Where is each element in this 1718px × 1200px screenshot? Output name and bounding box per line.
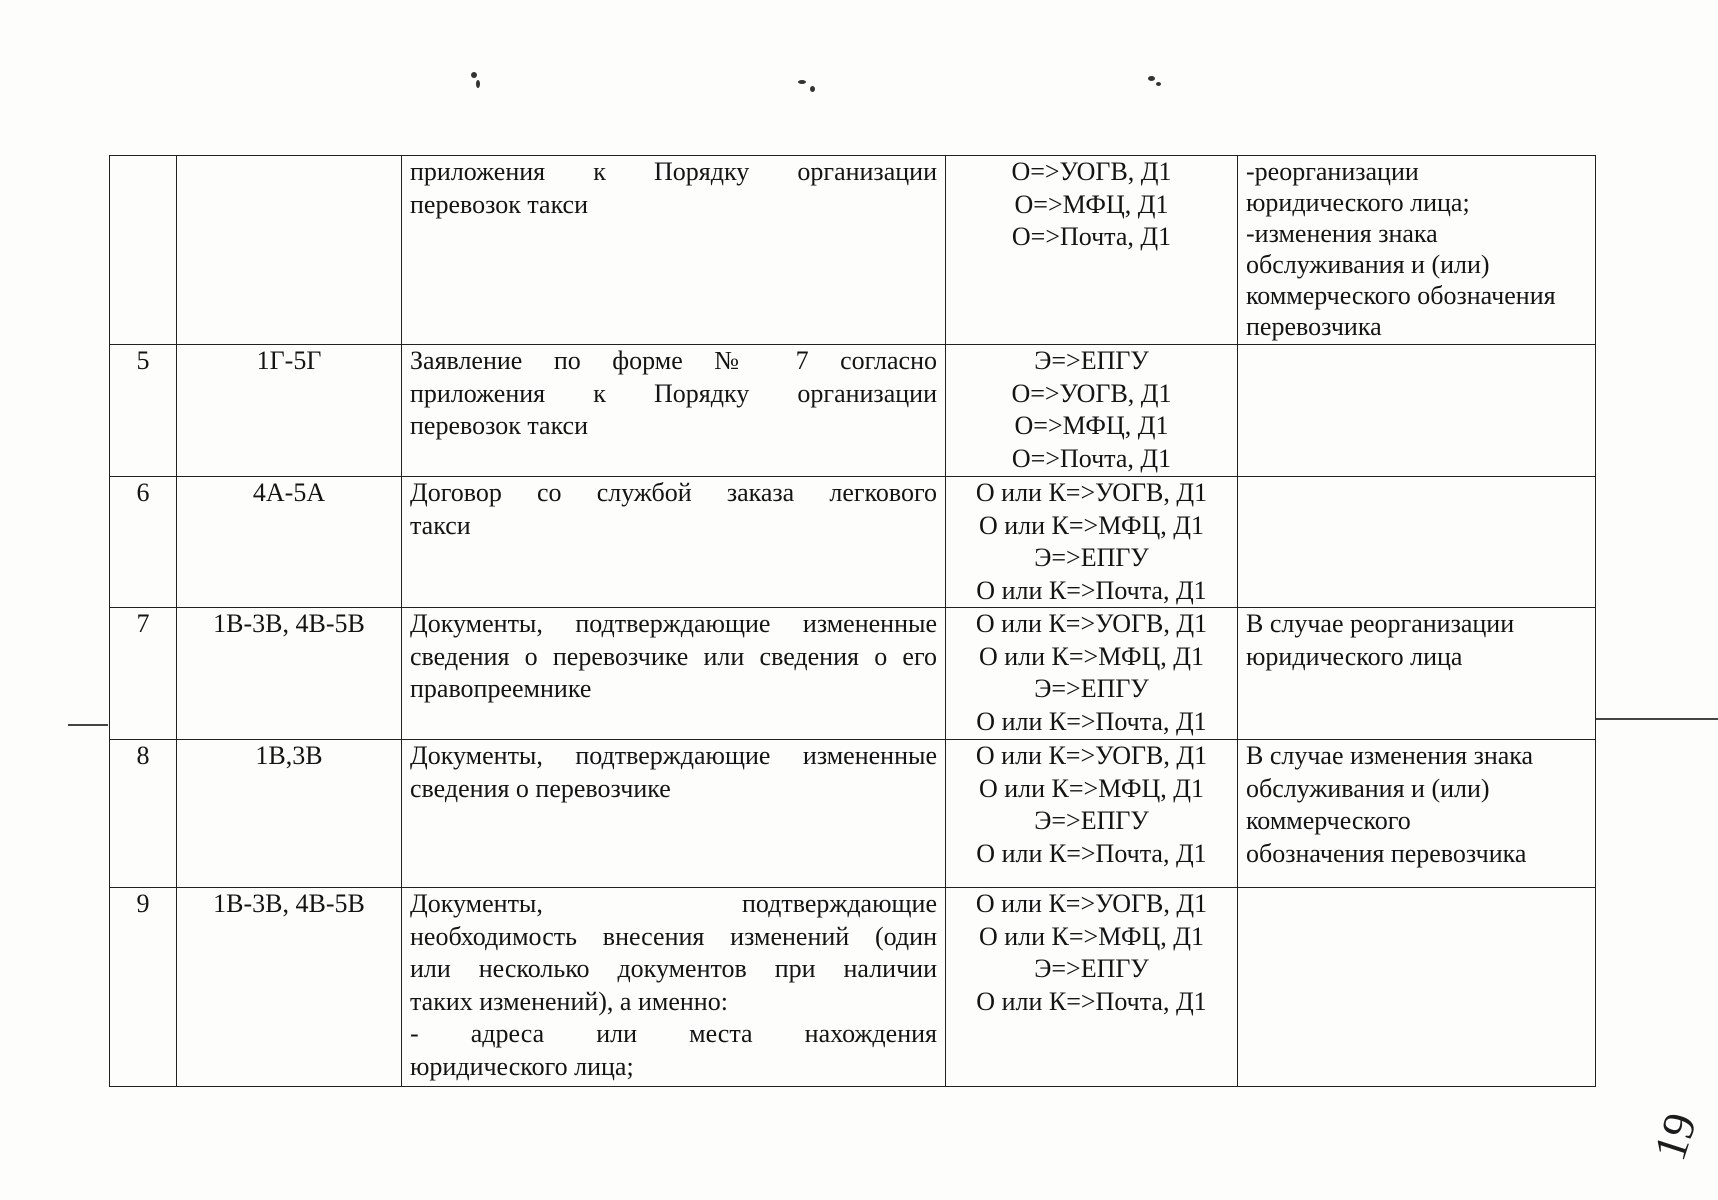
document-name-line: сведения о перевозчике <box>410 773 671 803</box>
document-name-line: перевозок такси <box>410 189 589 219</box>
submission-method-line: О=>МФЦ, Д1 <box>1014 189 1169 219</box>
note-cell <box>1238 608 1596 740</box>
document-name-line: юридического лица; <box>410 1051 634 1081</box>
document-name-cell <box>402 740 946 888</box>
note-cell <box>1238 888 1596 1087</box>
scan-speck <box>471 72 477 78</box>
note-cell <box>1238 477 1596 608</box>
row-code-cell: 1В-3В, 4В-5В <box>177 888 402 1087</box>
table-row <box>110 740 1596 888</box>
row-code-cell: 1В-3В, 4В-5В <box>177 608 402 740</box>
table-row <box>110 156 1596 345</box>
document-name-cell <box>402 477 946 608</box>
submission-method-line: О=>Почта, Д1 <box>1011 443 1172 473</box>
row-number-cell: 6 <box>110 477 177 608</box>
document-name-line: Договор со службой заказа легкового <box>410 478 937 507</box>
note-cell <box>1238 156 1596 345</box>
submission-method-line: О или К=>УОГВ, Д1 <box>975 741 1208 770</box>
row-number-cell: 9 <box>110 888 177 1087</box>
submission-method-line: О или К=>Почта, Д1 <box>976 838 1207 868</box>
submission-method-line: Э=>ЕПГУ <box>1034 674 1149 703</box>
note-line: обозначения перевозчика <box>1246 838 1527 868</box>
submission-method-line: О или К=>Почта, Д1 <box>976 706 1207 736</box>
document-name-line: необходимость внесения изменений (один <box>410 921 937 951</box>
document-name-line: Заявление по форме № 7 согласно <box>410 346 937 375</box>
document-name-line: сведения о перевозчике или сведения о его <box>410 641 937 671</box>
scan-line <box>68 724 108 726</box>
document-name-cell <box>402 608 946 740</box>
submission-method-line: О=>УОГВ, Д1 <box>1011 378 1172 408</box>
submission-method-line: О или К=>Почта, Д1 <box>976 986 1207 1016</box>
table-row <box>110 608 1596 740</box>
row-code-cell: 1В,3В <box>177 740 402 888</box>
submission-method-line: О или К=>УОГВ, Д1 <box>975 609 1208 638</box>
submission-method-line: О=>Почта, Д1 <box>1011 222 1172 251</box>
submission-method-line: Э=>ЕПГУ <box>1034 346 1149 375</box>
row-number-cell: 5 <box>110 345 177 477</box>
page-number: 19 <box>1643 1106 1707 1167</box>
document-name-line: Документы, подтверждающие измененные <box>410 741 937 770</box>
row-number-cell <box>110 156 177 345</box>
scan-line <box>1596 718 1718 720</box>
document-name-line: правопреемнике <box>410 674 592 703</box>
note-line: коммерческого <box>1246 806 1411 835</box>
note-line: В случае изменения знака <box>1246 741 1534 770</box>
note-line: -изменения знака <box>1246 219 1438 248</box>
document-name-line: такси <box>410 510 471 540</box>
document-name-line: приложения к Порядку организации <box>410 157 937 186</box>
submission-method-line: О или К=>МФЦ, Д1 <box>978 921 1205 951</box>
note-line: В случае реорганизации <box>1246 609 1515 638</box>
document-name-line: Документы, подтверждающие измененные <box>410 609 937 638</box>
table-row <box>110 345 1596 477</box>
submission-method-cell <box>946 608 1238 740</box>
note-cell <box>1238 740 1596 888</box>
document-name-line: приложения к Порядку организации <box>410 378 937 408</box>
submission-method-line: Э=>ЕПГУ <box>1034 543 1149 572</box>
table-row <box>110 477 1596 608</box>
submission-method-line: О или К=>МФЦ, Д1 <box>978 773 1205 803</box>
scan-speck <box>810 86 815 92</box>
submission-method-line: О или К=>МФЦ, Д1 <box>978 641 1205 671</box>
submission-method-cell <box>946 477 1238 608</box>
note-line: обслуживания и (или) <box>1246 250 1490 279</box>
scan-speck <box>476 80 480 88</box>
submission-method-line: О или К=>УОГВ, Д1 <box>975 889 1208 918</box>
submission-method-line: О или К=>УОГВ, Д1 <box>975 478 1208 507</box>
submission-method-cell <box>946 156 1238 345</box>
document-name-line: - адреса или места нахождения <box>410 1019 937 1048</box>
note-cell <box>1238 345 1596 477</box>
note-line: коммерческого обозначения <box>1246 281 1556 310</box>
scan-speck <box>1148 76 1155 81</box>
submission-method-line: Э=>ЕПГУ <box>1034 954 1149 983</box>
scan-speck <box>798 80 806 84</box>
row-code-cell: 4А-5А <box>177 477 402 608</box>
note-line: юридического лица; <box>1246 188 1470 217</box>
note-line: -реорганизации <box>1246 157 1419 186</box>
document-name-cell <box>402 888 946 1087</box>
document-name-cell <box>402 156 946 345</box>
submission-method-line: О=>МФЦ, Д1 <box>1014 411 1169 440</box>
submission-method-line: Э=>ЕПГУ <box>1034 806 1149 835</box>
row-number-cell: 7 <box>110 608 177 740</box>
submission-method-cell <box>946 888 1238 1087</box>
document-table <box>109 155 1596 1087</box>
document-name-line: перевозок такси <box>410 411 589 440</box>
note-line: обслуживания и (или) <box>1246 773 1490 803</box>
submission-method-cell <box>946 740 1238 888</box>
document-name-line: таких изменений), а именно: <box>410 986 728 1016</box>
note-line: перевозчика <box>1246 312 1382 341</box>
scan-speck <box>1156 82 1161 86</box>
submission-method-line: О или К=>Почта, Д1 <box>976 575 1207 605</box>
submission-method-line: О или К=>МФЦ, Д1 <box>978 510 1205 540</box>
row-code-cell <box>177 156 402 345</box>
table-row <box>110 888 1596 1087</box>
document-name-line: или несколько документов при наличии <box>410 954 937 983</box>
row-code-cell: 1Г-5Г <box>177 345 402 477</box>
submission-method-cell <box>946 345 1238 477</box>
note-line: юридического лица <box>1246 641 1463 671</box>
document-name-line: Документы, подтверждающие <box>410 889 937 918</box>
document-name-cell <box>402 345 946 477</box>
submission-method-line: О=>УОГВ, Д1 <box>1011 157 1172 186</box>
row-number-cell: 8 <box>110 740 177 888</box>
